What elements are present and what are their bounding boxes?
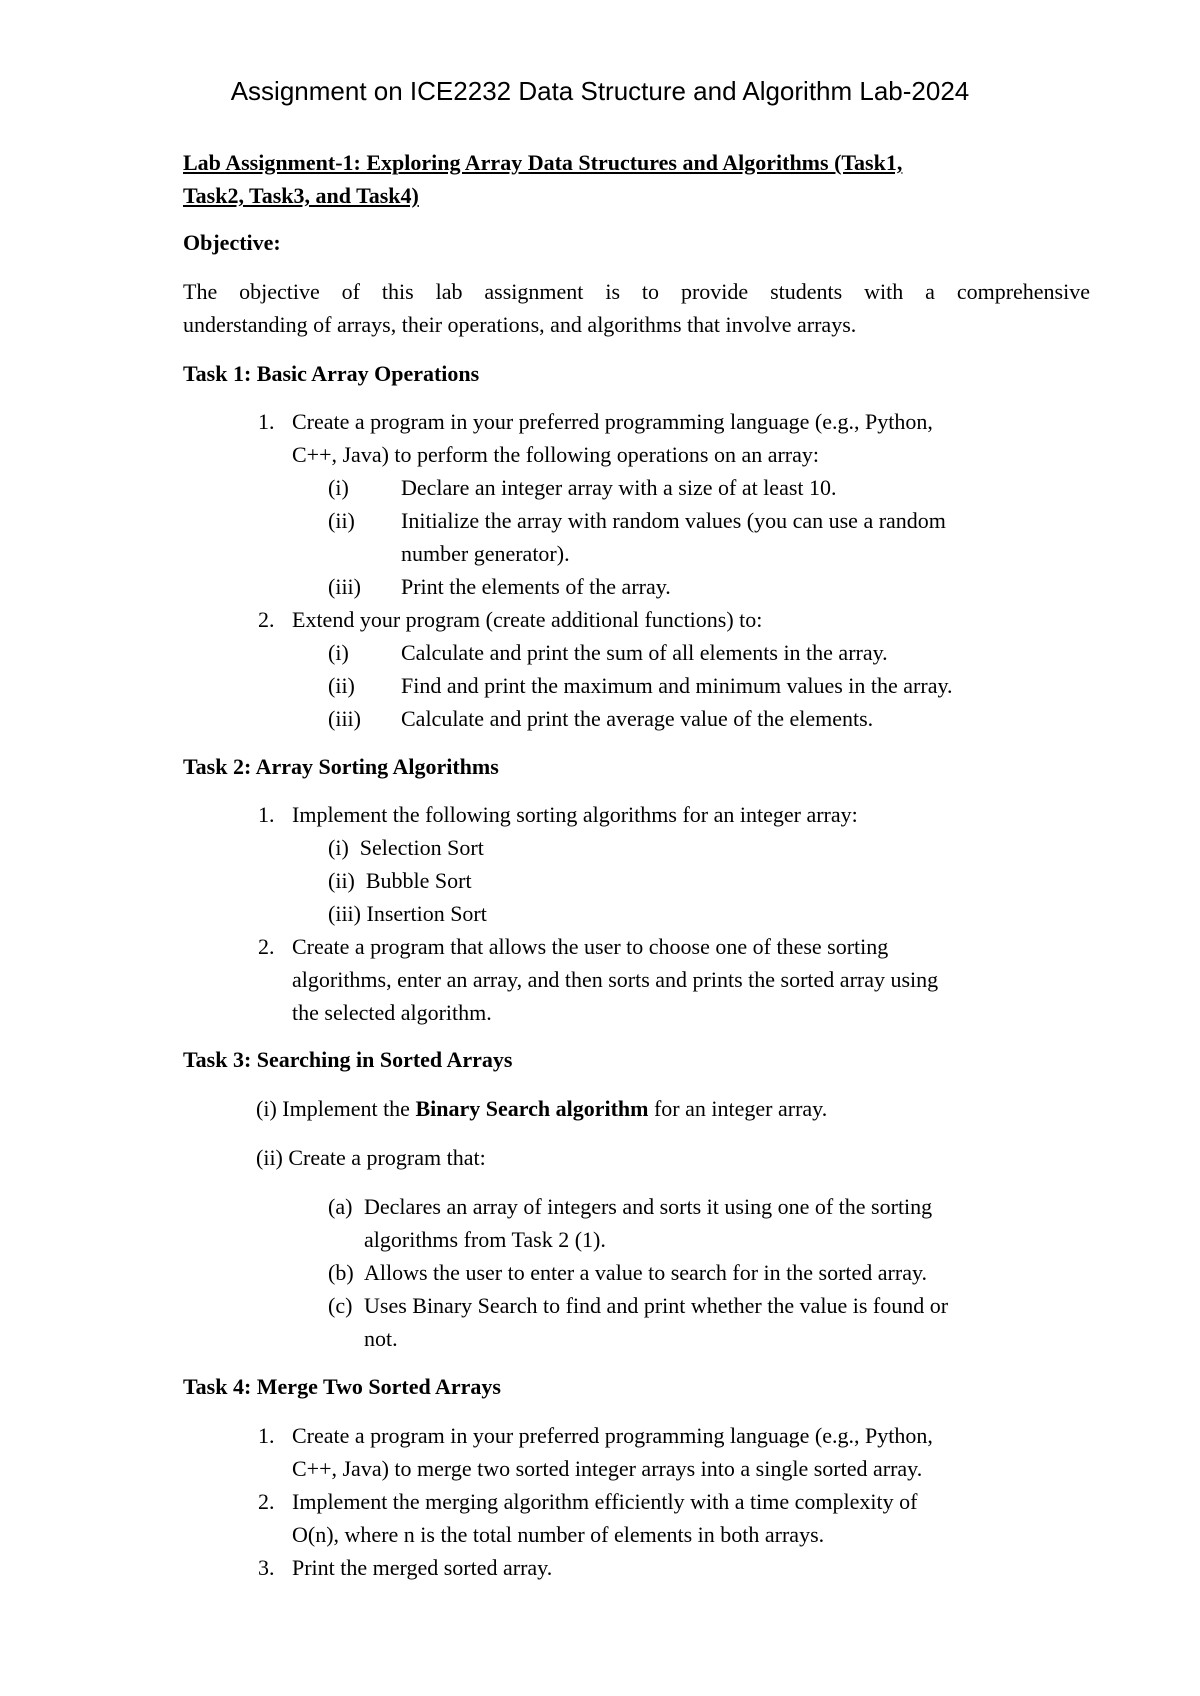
task2-sub1: (i) Selection Sort [328,835,484,860]
task1-sub2-number: (ii) [328,508,355,533]
task1-item2-sub2-number: (ii) [328,673,355,698]
task1-heading: Task 1: Basic Array Operations [183,361,480,386]
task2-heading: Task 2: Array Sorting Algorithms [183,754,499,779]
task3-item1-prefix: (i) Implement the [256,1096,416,1121]
document-title: Assignment on ICE2232 Data Structure and Algorithm Lab-2024 [230,76,970,106]
task2-sub3: (iii) Insertion Sort [328,901,487,926]
task4-item1-number: 1. [258,1423,275,1448]
task1-sub2-text-line-2: number generator). [401,541,570,566]
task3-sub-a-number: (a) [328,1194,353,1219]
objective-heading: Objective: [183,230,281,255]
task4-item1-line-1: Create a program in your preferred programming language (e.g., Python, [292,1423,933,1448]
task1-item2-sub3-number: (iii) [328,706,361,731]
task1-item1-number: 1. [258,409,275,434]
task4-item3-line-1: Print the merged sorted array. [292,1555,553,1580]
task3-sub-a-line-2: algorithms from Task 2 (1). [364,1227,606,1252]
task1-sub3-text: Print the elements of the array. [401,574,671,599]
task1-item1-line-1: Create a program in your preferred programming language (e.g., Python, [292,409,933,434]
task3-heading: Task 3: Searching in Sorted Arrays [183,1047,513,1072]
objective-text-line-1: The objective of this lab assignment is to provide students with a comprehensive [183,279,1090,304]
task3-item1 [256,1092,827,1125]
task1-item2-line-1: Extend your program (create additional functions) to: [292,607,763,632]
task1-item2-number: 2. [258,607,275,632]
task3-item1-suffix: for an integer array. [648,1096,828,1121]
task3-item2: (ii) Create a program that: [256,1145,486,1170]
task1-item2-sub2-text: Find and print the maximum and minimum values in the array. [401,673,953,698]
task2-item2-line-1: Create a program that allows the user to choose one of these sorting [292,934,889,959]
task2-item1-number: 1. [258,802,275,827]
task3-sub-b-number: (b) [328,1260,354,1285]
task1-sub2-text-line-1: Initialize the array with random values (you can use a random [401,508,946,533]
task4-item2-number: 2. [258,1489,275,1514]
task3-item1-bold: Binary Search algorithm [415,1096,649,1121]
task1-item2-sub3-text: Calculate and print the average value of the elements. [401,706,874,731]
task4-item3-number: 3. [258,1555,275,1580]
task3-sub-c-line-2: not. [364,1326,398,1351]
task4-heading: Task 4: Merge Two Sorted Arrays [183,1374,501,1399]
task3-sub-c-number: (c) [328,1293,353,1318]
objective-text-line-2: understanding of arrays, their operations, and algorithms that involve arrays. [183,312,857,337]
task2-item2-number: 2. [258,934,275,959]
task2-sub2: (ii) Bubble Sort [328,868,472,893]
task1-item2-sub1-text: Calculate and print the sum of all elements in the array. [401,640,888,665]
lab-heading-line-1: Lab Assignment-1: Exploring Array Data Structures and Algorithms (Task1, [183,150,903,175]
task3-sub-c-line-1: Uses Binary Search to find and print whether the value is found or [364,1293,949,1318]
task1-item1-line-2: C++, Java) to perform the following operations on an array: [292,442,820,467]
task4-item2-line-2: O(n), where n is the total number of elements in both arrays. [292,1522,825,1547]
task4-item2-line-1: Implement the merging algorithm efficiently with a time complexity of [292,1489,918,1514]
task3-sub-b-line-1: Allows the user to enter a value to search for in the sorted array. [364,1260,928,1285]
task4-item1-line-2: C++, Java) to merge two sorted integer arrays into a single sorted array. [292,1456,923,1481]
task1-item2-sub1-number: (i) [328,640,349,665]
lab-heading-line-2: Task2, Task3, and Task4) [183,183,419,208]
task3-sub-a-line-1: Declares an array of integers and sorts it using one of the sorting [364,1194,933,1219]
task2-item1-line-1: Implement the following sorting algorithms for an integer array: [292,802,858,827]
task2-item2-line-3: the selected algorithm. [292,1000,492,1025]
task2-item2-line-2: algorithms, enter an array, and then sorts and prints the sorted array using [292,967,939,992]
task1-sub1-number: (i) [328,475,349,500]
task1-sub1-text: Declare an integer array with a size of at least 10. [401,475,837,500]
task1-sub3-number: (iii) [328,574,361,599]
